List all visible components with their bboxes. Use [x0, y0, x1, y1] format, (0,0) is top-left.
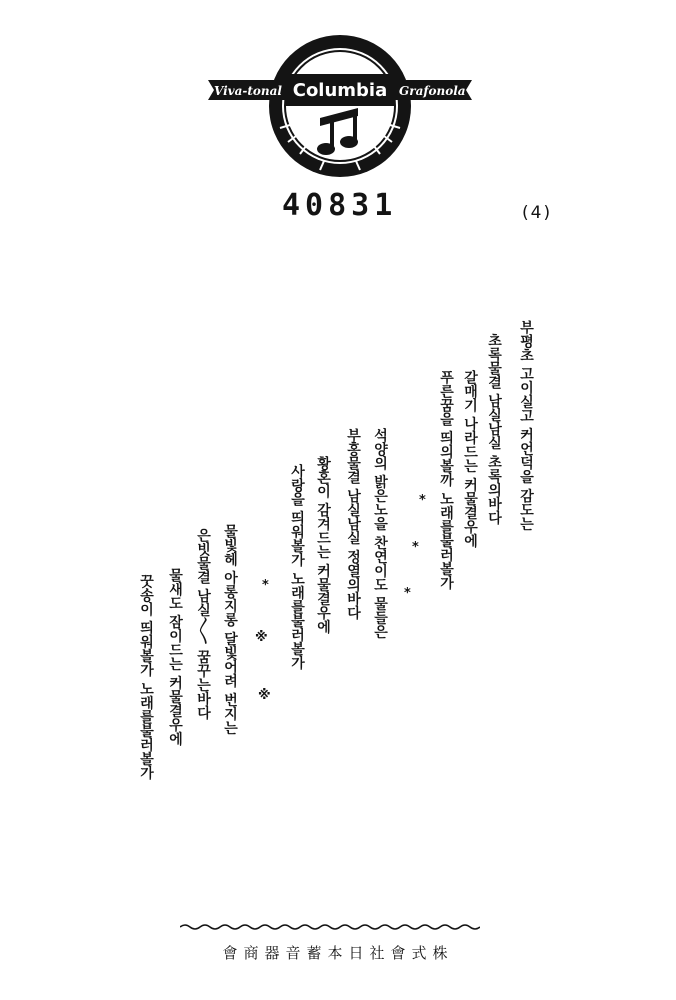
logo-right-text: Grafonola: [399, 84, 466, 98]
lyric-line: 은빗물결 남실〳〵 꿈꾸는바다: [195, 528, 211, 720]
logo-center-text: Columbia: [292, 80, 388, 101]
lyric-line: 푸른꿈을 띄의볼까 노래를불러볼가: [438, 370, 454, 590]
lyric-line: 사랑을 띄워볼가 노래를불러볼가: [289, 464, 305, 670]
lyric-line: 부홍물결 남실남실 정열의바다: [345, 428, 361, 620]
lyric-line: 물빛헤 아롱지롱 달빛어려 번지는: [222, 524, 238, 735]
catalog-number: 40831: [282, 188, 398, 223]
footer-wavy-rule: [180, 922, 480, 932]
publisher-name: 會商器音蓄本日社會式株: [222, 944, 454, 962]
separator-mark: *: [262, 578, 269, 593]
lyric-line: 물새도 잠이드는 커물결우에: [167, 568, 183, 746]
lyric-line: 황혼이 감겨드는 커물결우에: [315, 456, 331, 634]
lyric-line: 갈매기 나라드는 커물결우에: [462, 370, 478, 548]
page-number: (4): [522, 203, 553, 223]
lyric-line: 석양의 밝은노을 찬연이도 물들은: [372, 428, 388, 639]
separator-mark: ※: [258, 688, 271, 703]
separator-mark: ※: [255, 630, 268, 645]
separator-mark: *: [419, 493, 426, 508]
lyric-line: 초록물결 남실남실 초록의바다: [486, 333, 502, 525]
separator-mark: *: [404, 586, 411, 601]
separator-mark: *: [412, 540, 419, 555]
lyric-line: 부평초 고이실고 커언덕을 감도는: [518, 320, 534, 531]
lyric-line: 꿋송이 띄워볼가 노래를불러볼가: [138, 574, 154, 780]
logo-left-text: Viva-tonal: [214, 84, 282, 98]
